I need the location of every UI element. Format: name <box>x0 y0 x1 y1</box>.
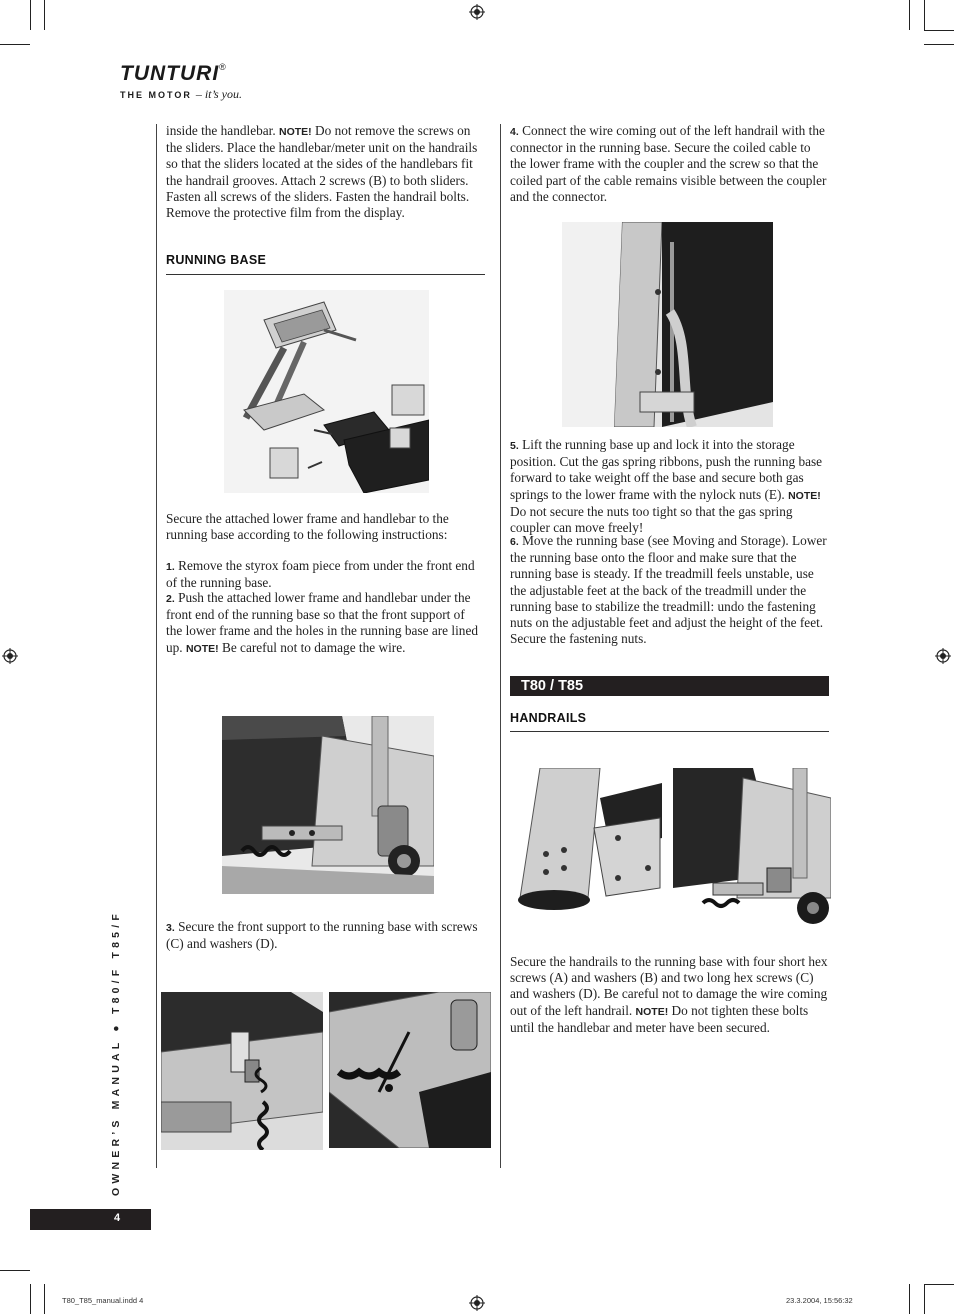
footer-date: 23.3.2004, 15:56:32 <box>786 1296 853 1305</box>
step-5: 5. Lift the running base up and lock it into the storage position. Cut the gas spring ribbons, push the running base forward to take weight off the base and secure both gas springs to the lower frame with the nylock nuts (E). NOTE! Do not secure the nuts too tight so that the gas spring coupler can move freely! <box>510 437 823 536</box>
column-rule <box>500 124 501 1168</box>
crop-mark <box>909 0 910 30</box>
step-3: 3. Secure the front support to the running base with screws (C) and washers (D). <box>166 919 478 952</box>
registration-mark-icon <box>469 4 485 20</box>
figure-running-base-assembly <box>224 290 429 493</box>
figure-screws-right <box>329 992 491 1148</box>
brand-name: TUNTURI <box>120 62 220 85</box>
crop-mark <box>44 1284 45 1314</box>
intro-paragraph: inside the handlebar. NOTE! Do not remove the screws on the sliders. Place the handlebar/meter unit on the handrails so that the sliders located at the sides of the handlebars fit the handrail grooves. Attach 2 screws (B) to both sliders. Fasten all screws of the sliders. Fasten the handrail bolts. Remove the protective film from the display. <box>166 123 478 221</box>
figure-handrail-right <box>673 768 831 928</box>
crop-mark <box>924 0 925 30</box>
brand-logo <box>120 62 242 103</box>
crop-mark <box>924 30 954 31</box>
section-divider <box>510 731 829 732</box>
footer-file: T80_T85_manual.indd 4 <box>62 1296 144 1305</box>
registered-mark: ® <box>219 62 226 72</box>
column-rule <box>156 124 157 1168</box>
crop-mark <box>924 1284 954 1285</box>
crop-mark <box>44 0 45 30</box>
crop-mark <box>909 1284 910 1314</box>
registration-mark-icon <box>2 648 18 664</box>
side-manual-title: OWNER’S MANUAL ● T80/F T85/F <box>110 910 122 1196</box>
secure-paragraph: Secure the attached lower frame and handlebar to the running base according to the following instructions: <box>166 511 449 543</box>
note-label: NOTE! <box>279 126 312 138</box>
crop-mark <box>924 44 954 45</box>
crop-mark <box>30 0 31 30</box>
page-number-bar <box>30 1209 151 1230</box>
crop-mark <box>924 1284 925 1314</box>
model-bar-label: T80 / T85 <box>521 678 584 694</box>
page-number: 4 <box>114 1212 121 1224</box>
section-divider <box>166 274 485 275</box>
section-title-running-base: RUNNING BASE <box>166 253 267 267</box>
handrails-paragraph: Secure the handrails to the running base with four short hex screws (A) and washers (B) and two long hex screws (C) and washers (D). Be careful not to damage the wire coming out of the left handrail. NOTE! Do not tighten these bolts until the handlebar and meter have been secured. <box>510 954 828 1035</box>
figure-wire-connection <box>562 222 773 427</box>
registration-mark-icon <box>935 648 951 664</box>
crop-mark <box>0 1270 30 1271</box>
figure-front-support <box>222 716 434 894</box>
figure-handrail-left <box>510 768 662 928</box>
brand-tagline: THE MOTOR <box>120 90 192 100</box>
step-6: 6. Move the running base (see Moving and Storage). Lower the running base onto the floor and make sure that the running base is steady. If the treadmill feels unstable, use the adjustable feet at the back of the treadmill under the running base to stabilize the treadmill: undo the fastening nuts on the adjustable feet and adjust the height of the feet. Secure the fastening nuts. <box>510 533 827 647</box>
figure-screws-left <box>161 992 323 1150</box>
brand-tagline-script: – it’s you. <box>195 87 242 101</box>
step-2: 2. Push the attached lower frame and handlebar under the front end of the running base so that the front support of the lower frame and the holes in the running base are lined up. NOTE! Be careful not to damage the wire. <box>166 590 478 655</box>
section-title-handrails: HANDRAILS <box>510 711 587 725</box>
crop-mark <box>30 1284 31 1314</box>
crop-mark <box>0 44 30 45</box>
step-4: 4. Connect the wire coming out of the left handrail with the connector in the running base. Secure the coiled cable to the lower frame with the coupler and the screw so that the coiled part of the cable remains visible between the coupler and the connector. <box>510 123 827 204</box>
step-1: 1. Remove the styrox foam piece from under the front end of the running base. <box>166 558 475 591</box>
model-bar <box>510 676 829 696</box>
registration-mark-icon <box>469 1295 485 1311</box>
